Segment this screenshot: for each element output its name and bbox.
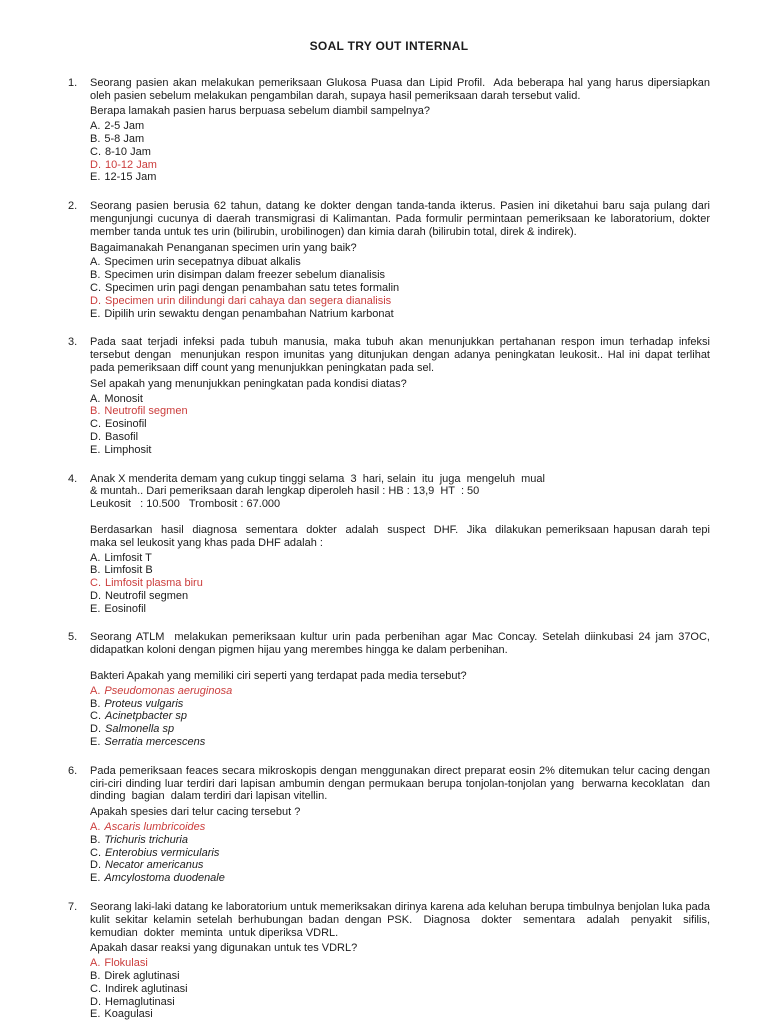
answer-option — [90, 710, 710, 723]
question-number: 6. — [68, 764, 78, 777]
option-text: Koagulasi — [104, 1008, 153, 1021]
option-letter: E. — [90, 1008, 101, 1021]
answer-option-correct — [90, 405, 710, 418]
question-prompt: Bakteri Apakah yang memiliki ciri seperti yang terdapat pada media tersebut? — [90, 670, 467, 683]
option-letter: B. — [90, 697, 101, 710]
answer-option — [90, 256, 710, 269]
option-letter: D. — [90, 859, 101, 872]
option-letter: E. — [90, 736, 101, 749]
answer-option — [90, 269, 710, 282]
question-prompt: Apakah dasar reaksi yang digunakan untuk tes VDRL? — [90, 942, 358, 955]
option-letter: C. — [90, 846, 101, 859]
option-letter: C. — [90, 982, 101, 995]
option-letter: A. — [90, 957, 101, 970]
question-paragraph: Seorang laki-laki datang ke laboratorium untuk memeriksakan dirinya karena ada keluhan berupa timbulnya benjolan luka pada kulit sekitar kelamin setelah berhubungan badan dengan PSK. Diagnosa dokter sementara adalah penyakit sifilis, kemudian dokter meminta untuk diperiksa VDRL. — [90, 901, 714, 939]
option-text: Salmonella sp — [105, 723, 175, 736]
answer-option — [90, 418, 710, 431]
option-text: Proteus vulgaris — [104, 697, 184, 710]
option-text: Necator americanus — [105, 859, 204, 872]
option-letter: E. — [90, 307, 101, 320]
option-text: Basofil — [105, 430, 139, 443]
option-text: 2-5 Jam — [104, 120, 145, 133]
option-list — [90, 821, 710, 885]
answer-option — [90, 564, 710, 577]
option-letter: C. — [90, 145, 101, 158]
option-text: Limphosit — [104, 443, 152, 456]
option-letter: B. — [90, 833, 101, 846]
answer-option — [90, 847, 710, 860]
answer-option — [90, 970, 710, 983]
option-text: 12-15 Jam — [104, 171, 157, 184]
question-prompt: Berapa lamakah pasien harus berpuasa sebelum diambil sampelnya? — [90, 105, 430, 118]
option-text: Ascaris lumbricoides — [104, 821, 206, 834]
option-letter: A. — [90, 256, 101, 269]
question-body — [90, 336, 714, 456]
answer-option — [90, 552, 710, 565]
question-number: 1. — [68, 76, 78, 89]
question-paragraph: Seorang ATLM melakukan pemeriksaan kultur urin pada perbenihan agar Mac Concay. Setelah diinkubasi 24 jam 37OC, didapatkan koloni dengan pigmen hijau yang merembes hingga ke dalam perbenihan. — [90, 631, 714, 657]
question-paragraph: Pada pemeriksaan feaces secara mikroskopis dengan menggunakan direct preparat eosin 2% ditemukan telur cacing dengan ciri-ciri dinding luar terdiri dari lapisan ambumin dengan permukaan berupa tonjolan-tonjolan yang berwarna kecoklatan dan dinding bagian dalam terdiri dari lapisan vitellin. — [90, 764, 717, 803]
question-paragraph: Anak X menderita demam yang cukup tinggi selama 3 hari, selain itu juga mengeluh mual — [90, 472, 545, 485]
option-text: Enterobius vermicularis — [105, 846, 220, 859]
answer-option-correct — [90, 821, 710, 834]
option-text: Eosinofil — [104, 602, 146, 615]
question-body — [90, 631, 714, 749]
answer-option-correct — [90, 957, 710, 970]
answer-option-correct — [90, 685, 710, 698]
option-text: Pseudomonas aeruginosa — [104, 684, 233, 697]
question-number: 4. — [68, 472, 78, 485]
question-2 — [68, 200, 714, 320]
answer-option — [90, 859, 710, 872]
option-text: Hemaglutinasi — [105, 995, 175, 1008]
option-text: Neutrofil segmen — [105, 589, 189, 602]
option-letter: D. — [90, 294, 101, 307]
answer-option — [90, 393, 710, 406]
answer-option — [90, 996, 710, 1009]
answer-option — [90, 171, 710, 184]
option-text: 8-10 Jam — [105, 145, 151, 158]
option-letter: E. — [90, 443, 101, 456]
question-prompt: Apakah spesies dari telur cacing tersebut ? — [90, 806, 301, 819]
option-letter: A. — [90, 392, 101, 405]
option-letter: D. — [90, 430, 101, 443]
option-text: Monosit — [104, 392, 143, 405]
answer-option — [90, 603, 710, 616]
answer-option — [90, 120, 710, 133]
option-letter: C. — [90, 281, 101, 294]
blank-line — [90, 657, 710, 667]
option-text: Acinetpbacter sp — [105, 710, 187, 723]
option-list — [90, 120, 710, 184]
answer-option-correct — [90, 295, 710, 308]
answer-option — [90, 834, 710, 847]
answer-option — [90, 444, 710, 457]
option-text: Serratia mercescens — [104, 736, 206, 749]
option-list — [90, 552, 710, 616]
blank-line — [90, 511, 710, 521]
option-text: Limfosit B — [104, 564, 153, 577]
option-letter: D. — [90, 589, 101, 602]
answer-option — [90, 872, 710, 885]
option-letter: B. — [90, 564, 101, 577]
option-text: Eosinofil — [105, 418, 147, 431]
question-body — [90, 764, 717, 885]
question-list — [68, 76, 717, 1021]
question-number: 2. — [68, 200, 78, 213]
option-text: 10-12 Jam — [105, 158, 157, 171]
option-letter: A. — [90, 821, 101, 834]
answer-option — [90, 146, 710, 159]
question-paragraph: Pada saat terjadi infeksi pada tubuh manusia, maka tubuh akan menunjukkan pertahanan respon imun terhadap infeksi tersebut dengan menunjukan respon imunitas yang ditunjukan dengan adanya peningkatan leukosit.. Hal ini dapat terlihat pada pemeriksaan diff count yang menunjukkan peningkatan pada sel. — [90, 336, 714, 374]
question-body — [90, 200, 714, 320]
question-prompt: Berdasarkan hasil diagnosa sementara dokter adalah suspect DHF. Jika dilakukan pemeriksaan hapusan darah tepi maka sel leukosit yang khas pada DHF adalah : — [90, 523, 714, 549]
option-text: Indirek aglutinasi — [105, 982, 188, 995]
option-letter: C. — [90, 418, 101, 431]
question-body — [90, 472, 714, 616]
option-letter: E. — [90, 171, 101, 184]
option-letter: C. — [90, 710, 101, 723]
option-letter: B. — [90, 970, 101, 983]
option-text: Limfosit T — [104, 551, 152, 564]
option-text: Flokulasi — [104, 957, 148, 970]
option-text: Neutrofil segmen — [104, 405, 188, 418]
question-paragraph: Seorang pasien berusia 62 tahun, datang ke dokter dengan tanda-tanda ikterus. Pasien ini diketahui baru saja pulang dari mengunjungi cucunya di daerah transmigrasi di Kalimantan. Pada formulir permintaan pemeriksaan ke laboratorium, dokter member tanda untuk tes urin (bilirubin, urobilinogen) dan kimia darah (bilirubin total, direk & indirek). — [90, 200, 714, 238]
question-1 — [68, 76, 714, 184]
option-letter: D. — [90, 158, 101, 171]
answer-option-correct — [90, 577, 710, 590]
answer-option — [90, 983, 710, 996]
answer-option — [90, 133, 710, 146]
option-text: Amcylostoma duodenale — [104, 872, 225, 885]
answer-option — [90, 308, 710, 321]
answer-option — [90, 698, 710, 711]
option-text: Trichuris trichuria — [104, 833, 188, 846]
question-prompt: Sel apakah yang menunjukkan peningkatan pada kondisi diatas? — [90, 377, 407, 390]
option-letter: C. — [90, 577, 101, 590]
option-letter: B. — [90, 269, 101, 282]
option-list — [90, 957, 710, 1021]
answer-option — [90, 282, 710, 295]
option-letter: D. — [90, 723, 101, 736]
option-text: Specimen urin disimpan dalam freezer sebelum dianalisis — [104, 269, 386, 282]
document-title: SOAL TRY OUT INTERNAL — [309, 39, 469, 53]
question-prompt: Bagaimanakah Penanganan specimen urin yang baik? — [90, 241, 357, 254]
question-number: 7. — [68, 901, 78, 914]
answer-option-correct — [90, 159, 710, 172]
option-list — [90, 685, 710, 749]
answer-option — [90, 723, 710, 736]
option-text: Specimen urin secepatnya dibuat alkalis — [104, 256, 301, 269]
option-letter: B. — [90, 132, 101, 145]
question-paragraph: Leukosit : 10.500 Trombosit : 67.000 — [90, 498, 281, 511]
option-letter: E. — [90, 602, 101, 615]
answer-option — [90, 590, 710, 603]
option-letter: D. — [90, 995, 101, 1008]
question-5 — [68, 631, 714, 749]
question-paragraph: & muntah.. Dari pemeriksaan darah lengkap diperoleh hasil : HB : 13,9 HT : 50 — [90, 485, 480, 498]
option-letter: A. — [90, 120, 101, 133]
question-paragraph: Seorang pasien akan melakukan pemeriksaan Glukosa Puasa dan Lipid Profil. Ada beberapa hal yang harus dipersiapkan oleh pasien sebelum melakukan pengambilan darah, supaya hasil pemeriksaan darah tersebut valid. — [90, 76, 714, 102]
answer-option — [90, 736, 710, 749]
option-list — [90, 256, 710, 320]
question-6 — [68, 764, 717, 885]
option-text: Dipilih urin sewaktu dengan penambahan Natrium karbonat — [104, 307, 394, 320]
question-body — [90, 76, 714, 184]
option-text: Specimen urin pagi dengan penambahan satu tetes formalin — [105, 281, 400, 294]
option-text: Limfosit plasma biru — [105, 577, 203, 590]
option-letter: E. — [90, 872, 101, 885]
option-letter: A. — [90, 684, 101, 697]
question-number: 5. — [68, 631, 78, 644]
question-4 — [68, 472, 714, 616]
option-list — [90, 393, 710, 457]
option-text: Specimen urin dilindungi dari cahaya dan segera dianalisis — [105, 294, 392, 307]
option-text: 5-8 Jam — [104, 132, 145, 145]
option-letter: B. — [90, 405, 101, 418]
question-number: 3. — [68, 336, 78, 349]
question-3 — [68, 336, 714, 456]
question-body — [90, 901, 714, 1021]
answer-option — [90, 1008, 710, 1021]
question-7 — [68, 901, 714, 1021]
option-letter: A. — [90, 551, 101, 564]
answer-option — [90, 431, 710, 444]
option-text: Direk aglutinasi — [104, 970, 180, 983]
